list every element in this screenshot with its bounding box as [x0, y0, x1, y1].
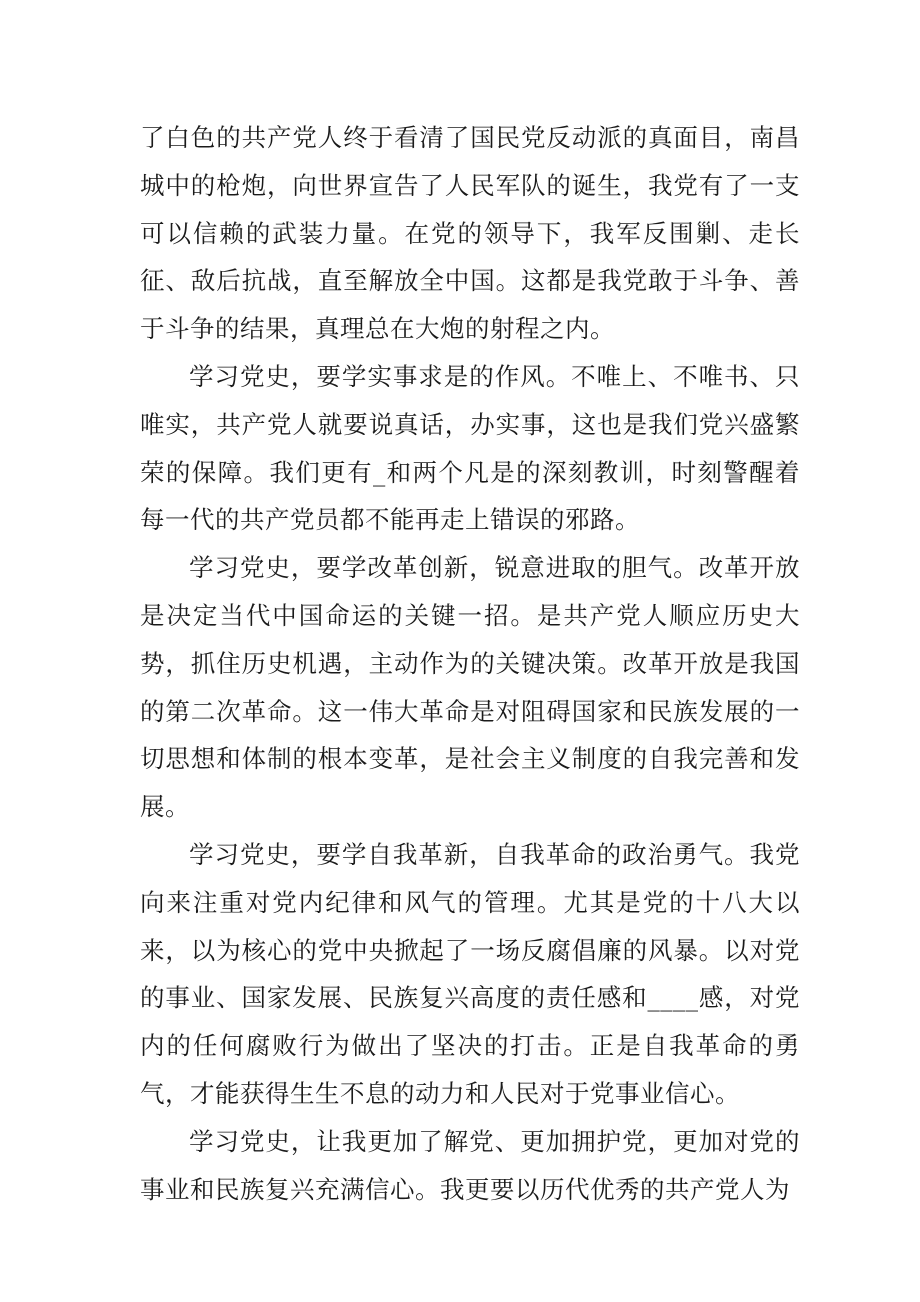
- paragraph-3: 学习党史，要学改革创新，锐意进取的胆气。改革开放是决定当代中国命运的关键一招。是共产党人顺应历史大势，抓住历史机遇，主动作为的关键决策。改革开放是我国的第二次革命。这一伟大革命是对阻碍国家和民族发展的一切思想和体制的根本变革，是社会主义制度的自我完善和发展。: [140, 553, 800, 822]
- paragraph-5: 学习党史，让我更加了解党、更加拥护党，更加对党的事业和民族复兴充满信心。我更要以历代优秀的共产党人为: [140, 1126, 800, 1204]
- paragraph-4: 学习党史，要学自我革新，自我革命的政治勇气。我党向来注重对党内纪律和风气的管理。尤其是党的十八大以来，以为核心的党中央掀起了一场反腐倡廉的风暴。以对党的事业、国家发展、民族复兴高度的责任感和____感，对党内的任何腐败行为做出了坚决的打击。正是自我革命的勇气，才能获得生生不息的动力和人民对于党事业信心。: [140, 839, 800, 1108]
- paragraph-2: 学习党史，要学实事求是的作风。不唯上、不唯书、只唯实，共产党人就要说真话，办实事，这也是我们党兴盛繁荣的保障。我们更有_和两个凡是的深刻教训，时刻警醒着每一代的共产党员都不能再走上错误的邪路。: [140, 361, 800, 535]
- paragraph-1: 了白色的共产党人终于看清了国民党反动派的真面目，南昌城中的枪炮，向世界宣告了人民军队的诞生，我党有了一支可以信赖的武装力量。在党的领导下，我军反围剿、走长征、敌后抗战，直至解放全中国。这都是我党敢于斗争、善于斗争的结果，真理总在大炮的射程之内。: [140, 123, 800, 344]
- document-body: [140, 114, 800, 1213]
